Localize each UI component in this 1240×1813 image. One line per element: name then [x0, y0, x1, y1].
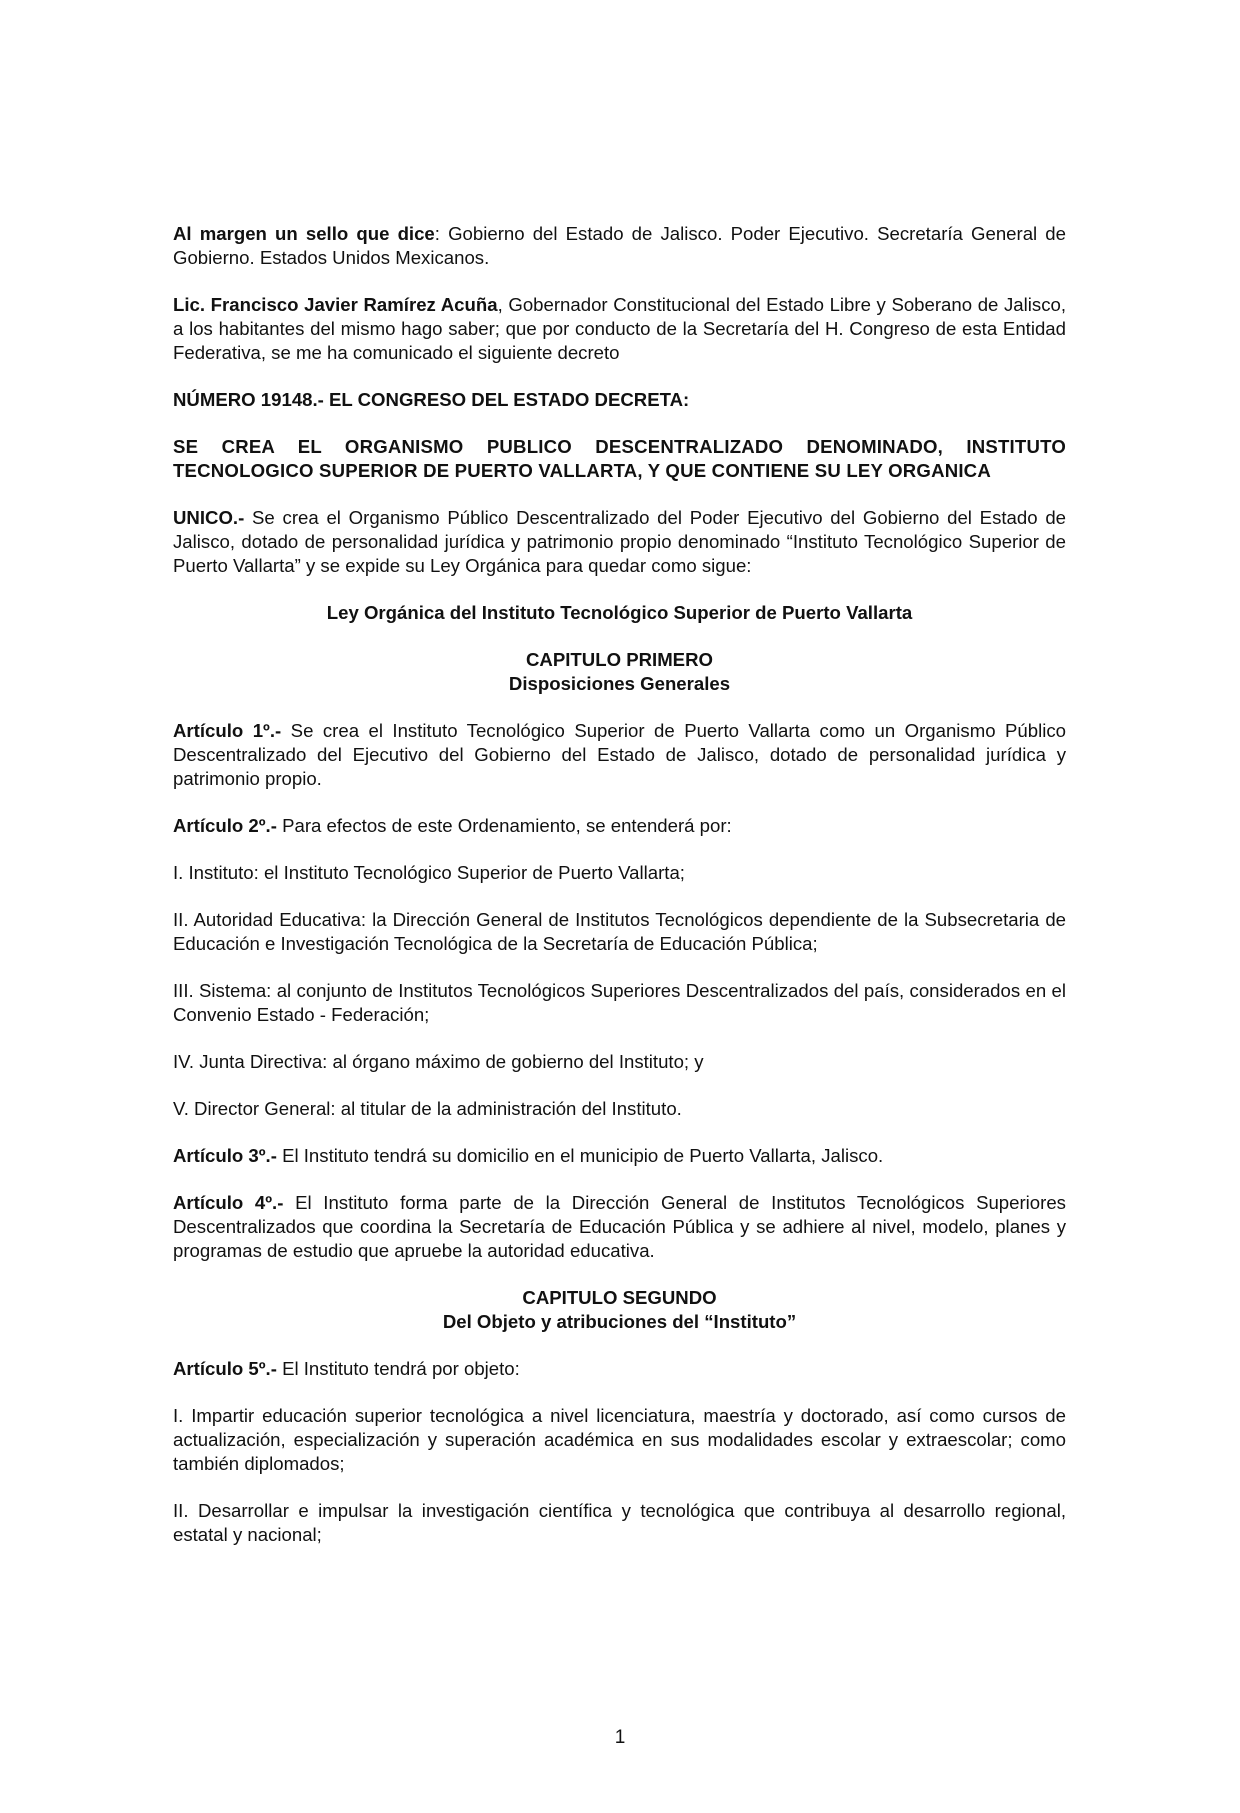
article-2-item-1: I. Instituto: el Instituto Tecnológico Superior de Puerto Vallarta; — [173, 862, 685, 883]
article-2-item-2: II. Autoridad Educativa: la Dirección General de Institutos Tecnológicos dependiente de la Subsecretaria de Educación e Investigación Tecnológica de la Secretaría de Educación Pública; — [173, 909, 1066, 954]
article-5-text: El Instituto tendrá por objeto: — [276, 1358, 520, 1379]
article-3-label: Artículo 3º.- — [173, 1145, 277, 1166]
decree-number: NÚMERO 19148.- EL CONGRESO DEL ESTADO DECRETA: — [173, 389, 690, 410]
governor-name: Lic. Francisco Javier Ramírez Acuña — [173, 294, 498, 315]
decree-title: SE CREA EL ORGANISMO PUBLICO DESCENTRALIZADO DENOMINADO, INSTITUTO TECNOLOGICO SUPERIOR DE PUERTO VALLARTA, Y QUE CONTIENE SU LEY ORGANICA — [173, 436, 1066, 481]
unico-paragraph — [173, 506, 1066, 578]
article-5-item-2: II. Desarrollar e impulsar la investigación científica y tecnológica que contribuya al desarrollo regional, estatal y nacional; — [173, 1500, 1066, 1545]
law-title: Ley Orgánica del Instituto Tecnológico Superior de Puerto Vallarta — [326, 602, 913, 623]
margin-seal-paragraph — [173, 222, 1066, 270]
article-2-text: Para efectos de este Ordenamiento, se entenderá por: — [276, 815, 732, 836]
margin-seal-text: : Gobierno del Estado de Jalisco. Poder Ejecutivo. Secretaría General de Gobierno. Estados Unidos Mexicanos. — [173, 223, 1066, 268]
article-3-text: El Instituto tendrá su domicilio en el municipio de Puerto Vallarta, Jalisco. — [276, 1145, 884, 1166]
article-1-label: Artículo 1º.- — [173, 720, 282, 741]
article-1-text: Se crea el Instituto Tecnológico Superior de Puerto Vallarta como un Organismo Público Descentralizado del Ejecutivo del Gobierno del Estado de Jalisco, dotado de personalidad jurídica y patrimonio propio. — [173, 720, 1066, 789]
article-4 — [173, 1191, 1066, 1263]
article-3 — [173, 1144, 1066, 1168]
chapter-2-heading — [173, 1286, 1066, 1334]
article-2-label: Artículo 2º.- — [173, 815, 277, 836]
chapter-1-subtitle: Disposiciones Generales — [508, 673, 731, 694]
governor-text: , Gobernador Constitucional del Estado Libre y Soberano de Jalisco, a los habitantes del mismo hago saber; que por conducto de la Secretaría del H. Congreso de esta Entidad Federativa, se me ha comunicado el siguiente decreto — [173, 294, 1066, 363]
margin-seal-label: Al margen un sello que dice — [173, 223, 435, 244]
article-4-label: Artículo 4º.- — [173, 1192, 284, 1213]
chapter-2-title: CAPITULO SEGUNDO — [522, 1287, 717, 1308]
article-2-item-3: III. Sistema: al conjunto de Institutos Tecnológicos Superiores Descentralizados del país, considerados en el Convenio Estado - Federación; — [173, 980, 1066, 1025]
document-body — [173, 222, 1066, 1570]
article-2-item-4: IV. Junta Directiva: al órgano máximo de gobierno del Instituto; y — [173, 1051, 704, 1072]
article-2-item-5: V. Director General: al titular de la administración del Instituto. — [173, 1098, 682, 1119]
article-5-item-1: I. Impartir educación superior tecnológica a nivel licenciatura, maestría y doctorado, así como cursos de actualización, especialización y superación académica en sus modalidades escolar y extraescolar; como también diplomados; — [173, 1405, 1066, 1474]
article-5 — [173, 1357, 1066, 1381]
governor-paragraph — [173, 293, 1066, 365]
chapter-1-title: CAPITULO PRIMERO — [526, 649, 713, 670]
unico-label: UNICO.- — [173, 507, 245, 528]
chapter-1-heading — [173, 648, 1066, 696]
article-4-text: El Instituto forma parte de la Dirección General de Institutos Tecnológicos Superiores Descentralizados que coordina la Secretaría de Educación Pública y se adhiere al nivel, modelo, planes y programas de estudio que apruebe la autoridad educativa. — [173, 1192, 1066, 1261]
article-1 — [173, 719, 1066, 791]
article-5-label: Artículo 5º.- — [173, 1358, 277, 1379]
article-2 — [173, 814, 1066, 838]
unico-text: Se crea el Organismo Público Descentralizado del Poder Ejecutivo del Gobierno del Estado de Jalisco, dotado de personalidad jurídica y patrimonio propio denominado “Instituto Tecnológico Superior de Puerto Vallarta” y se expide su Ley Orgánica para quedar como sigue: — [173, 507, 1066, 576]
page-number: 1 — [614, 1727, 626, 1748]
chapter-2-subtitle: Del Objeto y atribuciones del “Instituto” — [442, 1311, 797, 1332]
